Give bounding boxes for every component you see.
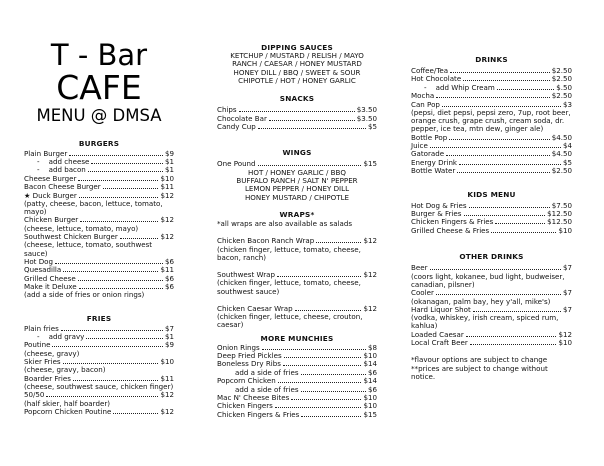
item-description: (chicken finger, lettuce, tomato, cheese, southwest sauce) [217,278,361,296]
menu-item: Can Pop $3 [411,99,572,109]
column-right [411,0,572,381]
column-left [24,0,174,416]
menu-item: ★ Duck Burger $12 [24,190,174,200]
star-icon: ★ [24,190,31,200]
menu-item: - add bacon $1 [37,165,174,175]
flavour-line: LEMON PEPPER / HONEY DILL [244,184,350,194]
wraps-heading: WRAPS* [279,210,315,219]
menu-item: Chicken Fingers & Fries $15 [217,409,377,419]
item-description: (pepsi, diet pepsi, pepsi zero, 7up, root beer, orange crush, grape crush, cream soda, dr. pepper, ice tea, mtn dew, ginger ale) [411,108,571,134]
menu-item: - add cheese $1 [37,156,174,166]
snacks-list [217,106,377,131]
kids-heading: KIDS MENU [467,189,516,199]
flavour-line: HOT / HONEY GARLIC / BBQ [248,167,346,177]
menu-item: Mac N' Cheese Bites $10 [217,393,377,403]
menu-item: Chicken Burger $12 [24,215,174,225]
menu-item: Cheese Burger $10 [24,173,174,183]
menu-item: Hot Dog & Fries $7.50 [411,200,572,210]
menu-item: Popcorn Chicken $14 [217,376,377,386]
menu-item: Juice $4 [411,141,572,151]
item-description: (okanagan, palm bay, hey y'all, mike's) [411,296,551,306]
menu-item: One Pound $15 [217,159,377,169]
menu-item: add a side of fries $6 [235,367,377,377]
menu-item: Bottle Water $2.50 [411,166,572,176]
menu-item: Grilled Cheese & Fries $10 [411,225,572,235]
item-description: (vodka, whiskey, irish cream, spiced rum, kahlua) [411,313,559,331]
menu-item: Boarder Fries $11 [24,373,174,383]
title-line2: CAFE [56,68,142,107]
item-description: (cheese, gravy) [24,348,80,358]
wraps-list [217,237,377,329]
menu-item: Onion Rings $8 [217,342,377,352]
menu-item: Cooler $7 [411,288,572,298]
menu-item: Chicken Bacon Ranch Wrap $12 [217,236,377,246]
item-description: (cheese, lettuce, tomato, southwest sauce) [24,240,153,258]
dipping-sauces [217,52,377,85]
footnote: *flavour options are subject to change [411,355,548,365]
menu-item: Poutine $9 [24,340,174,350]
menu-item: Hard Liquor Shot $7 [411,304,572,314]
flavour-line: BUFFALO RANCH / SALT N' PEPPER [236,176,358,186]
snacks-heading: SNACKS [279,94,315,104]
menu-item: Chips $3.50 [217,105,377,115]
drinks-list [411,67,572,176]
other-drinks-list [411,264,572,347]
menu-item: Bacon Cheese Burger $11 [24,182,174,192]
flavour-line: HONEY MUSTARD / CHIPOTLE [244,192,350,202]
menu-item: Hot Dog $6 [24,256,174,266]
menu-item: Bottle Pop $4.50 [411,132,572,142]
burgers-list [24,150,174,300]
menu-item: Energy Drink $5 [411,157,572,167]
menu-item: add a side of fries $6 [235,384,377,394]
drinks-heading: DRINKS [475,55,508,64]
menu-item: Loaded Caesar $12 [411,329,572,339]
menu-item: Make it Deluxe $6 [24,281,174,291]
item-description: (coors light, kokanee, bud light, budweiser, canadian, pilsner) [411,271,565,289]
other-drinks-heading: OTHER DRINKS [459,252,524,262]
menu-item: Chocolate Bar $3.50 [217,113,377,123]
menu-item: Candy Cup $5 [217,122,377,131]
menu-item: Local Craft Beer $10 [411,337,572,347]
menu-item: 50/50 $12 [24,390,174,400]
sauce-line: HONEY DILL / BBQ / SWEET & SOUR [233,67,361,77]
munchies-list [217,344,377,420]
menu-item: Coffee/Tea $2.50 [411,66,572,75]
sauce-line: KETCHUP / MUSTARD / RELISH / MAYO [230,51,364,60]
menu-item: Plain Burger $9 [24,148,174,158]
item-description: (chicken finger, lettuce, cheese, crouton, caesar) [217,312,363,330]
item-description: (add a side of fries or onion rings) [24,290,145,300]
menu-item: Grilled Cheese $6 [24,273,174,283]
sauce-line: RANCH / CAESAR / HONEY MUSTARD [232,59,362,69]
menu-item: Deep Fried Pickles $10 [217,351,377,361]
title-line1: T - Bar [50,38,148,72]
dipping-heading: DIPPING SAUCES [261,43,333,52]
menu-item: Popcorn Chicken Poutine $12 [24,406,174,416]
menu-item: - add gravy $1 [37,332,174,341]
menu-item: Mocha $2.50 [411,91,572,101]
menu-item: Burger & Fries $12.50 [411,209,572,219]
item-description: (chicken finger, lettuce, tomato, cheese, bacon, ranch) [217,244,361,262]
wings-block [217,160,377,202]
menu-item: Skier Fries $10 [24,357,174,367]
menu-item: Southwest Chicken Burger $12 [24,231,174,241]
footnotes [411,356,572,381]
title-line3: MENU @ DMSA [36,106,162,125]
menu-item: Beer $7 [411,263,572,273]
item-description: (patty, cheese, bacon, lettuce, tomato, mayo) [24,198,163,217]
menu-item: Hot Chocolate $2.50 [411,74,572,84]
kids-list [411,202,572,236]
menu-item: - add Whip Cream $.50 [424,82,572,92]
item-description: (cheese, lettuce, tomato, mayo) [24,223,139,233]
item-description: (half skier, half boarder) [24,398,110,408]
menu-item: Chicken Fingers $10 [217,401,377,411]
menu-item: Plain fries $7 [24,323,174,333]
menu-item: Southwest Wrap $12 [217,270,377,280]
footnote: **prices are subject to change without notice. [411,363,548,381]
sauce-line: CHIPOTLE / HOT / HONEY GARLIC [238,75,356,85]
menu-item: Boneless Dry Ribs $14 [217,359,377,369]
menu-item: Chicken Caesar Wrap $12 [217,303,377,313]
menu-item: Quesadilla $11 [24,265,174,275]
item-description: (cheese, southwest sauce, chicken finger) [24,382,174,392]
menu-item: Gatorade $4.50 [411,149,572,159]
fries-heading: FRIES [86,313,112,323]
fries-list [24,325,174,417]
menu-item: Chicken Fingers & Fries $12.50 [411,217,572,227]
burgers-heading: BURGERS [78,138,120,148]
wings-heading: WINGS [282,148,312,158]
item-description: (cheese, gravy, bacon) [24,365,106,375]
munchies-heading: MORE MUNCHIES [260,333,334,343]
cafe-title [24,38,174,125]
column-middle [217,0,377,419]
wraps-note: *all wraps are also available as salads [217,219,353,228]
